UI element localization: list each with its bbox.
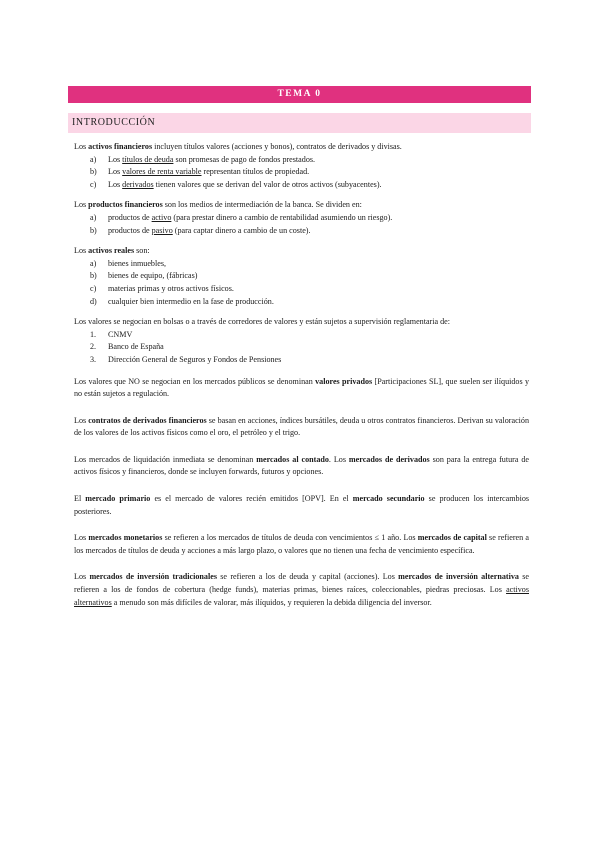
section-heading: INTRODUCCIÓN [68, 113, 531, 133]
paragraph-activos-financieros: Los activos financieros incluyen títulos valores (acciones y bonos), contratos de derivados y divisas. [74, 142, 402, 151]
paragraph-mercados-contado: Los mercados de liquidación inmediata se denominan mercados al contado. Los mercados de derivados son para la entrega futura de activos físicos y financieros, donde se incluyen forwards, futuros y opciones. [74, 454, 529, 477]
list-item: c) materias primas y otros activos físicos. [90, 283, 234, 293]
list-item: d) cualquier bien intermedio en la fase de producción. [90, 296, 274, 306]
paragraph-supervision: Los valores se negocian en bolsas o a través de corredores de valores y están sujetos a supervisión reglamentaria de: [74, 317, 451, 327]
paragraph-mercado-primario: El mercado primario es el mercado de valores recién emitidos [OPV]. En el mercado secundario se producen los intercambios posteriores. [74, 494, 530, 516]
document-body [74, 141, 529, 609]
list-item: b) bienes de equipo, (fábricas) [90, 271, 198, 281]
paragraph-valores-privados: Los valores que NO se negocian en los mercados públicos se denominan valores privados [Participaciones SL], que suelen ser ilíquidos y no están sujetos a regulación. [74, 376, 530, 399]
list-item: a) Los títulos de deuda son promesas de pago de fondos prestados. [90, 154, 316, 164]
paragraph-mercados-inversion: Los mercados de inversión tradicionales se refieren a los de deuda y capital (acciones). Los mercados de inversión alternativa se refieren a los de fondos de cobertura (hedge funds), materias primas, bienes raíces, coleccionables, piedras preciosas. Los activos alternativos a menudo son más difíciles de valorar, más ilíquidos, y requieren la debida diligencia del inversor. [74, 572, 529, 607]
list-item: a) bienes inmuebles, [90, 258, 166, 268]
list-item: a) productos de activo (para prestar dinero a cambio de rentabilidad asumiendo un riesgo). [90, 212, 393, 222]
list-item: c) Los derivados tienen valores que se derivan del valor de otros activos (subyacentes). [90, 179, 382, 189]
list-item: b) Los valores de renta variable representan títulos de propiedad. [90, 167, 310, 177]
list-productos-financieros [74, 212, 529, 237]
paragraph-activos-reales: Los activos reales son: [74, 246, 150, 256]
list-supervisores [74, 329, 529, 367]
paragraph-derivados: Los contratos de derivados financieros se basan en acciones, índices bursátiles, deuda u otros contratos financieros. Derivan su valoración de los valores de los activos físicos como el oro, el petróleo y el trigo. [74, 415, 530, 438]
list-item: 1. CNMV [90, 329, 133, 339]
list-activos-reales [74, 258, 529, 308]
list-activos-financieros [74, 154, 529, 192]
paragraph-mercados-monetarios: Los mercados monetarios se refieren a los mercados de títulos de deuda con vencimientos ≤ 1 año. Los mercados de capital se refieren a los mercados de títulos de deuda y acciones a más largo plazo, o valores que no tienen una fecha de vencimiento específica. [74, 533, 529, 555]
list-item: b) productos de pasivo (para captar dinero a cambio de un coste). [90, 225, 311, 235]
paragraph-productos-financieros: Los productos financieros son los medios de intermediación de la banca. Se dividen en: [74, 200, 362, 210]
list-item: 2. Banco de España [90, 342, 164, 352]
tema-banner: TEMA 0 [68, 86, 531, 103]
list-item: 3. Dirección General de Seguros y Fondos de Pensiones [90, 354, 282, 364]
